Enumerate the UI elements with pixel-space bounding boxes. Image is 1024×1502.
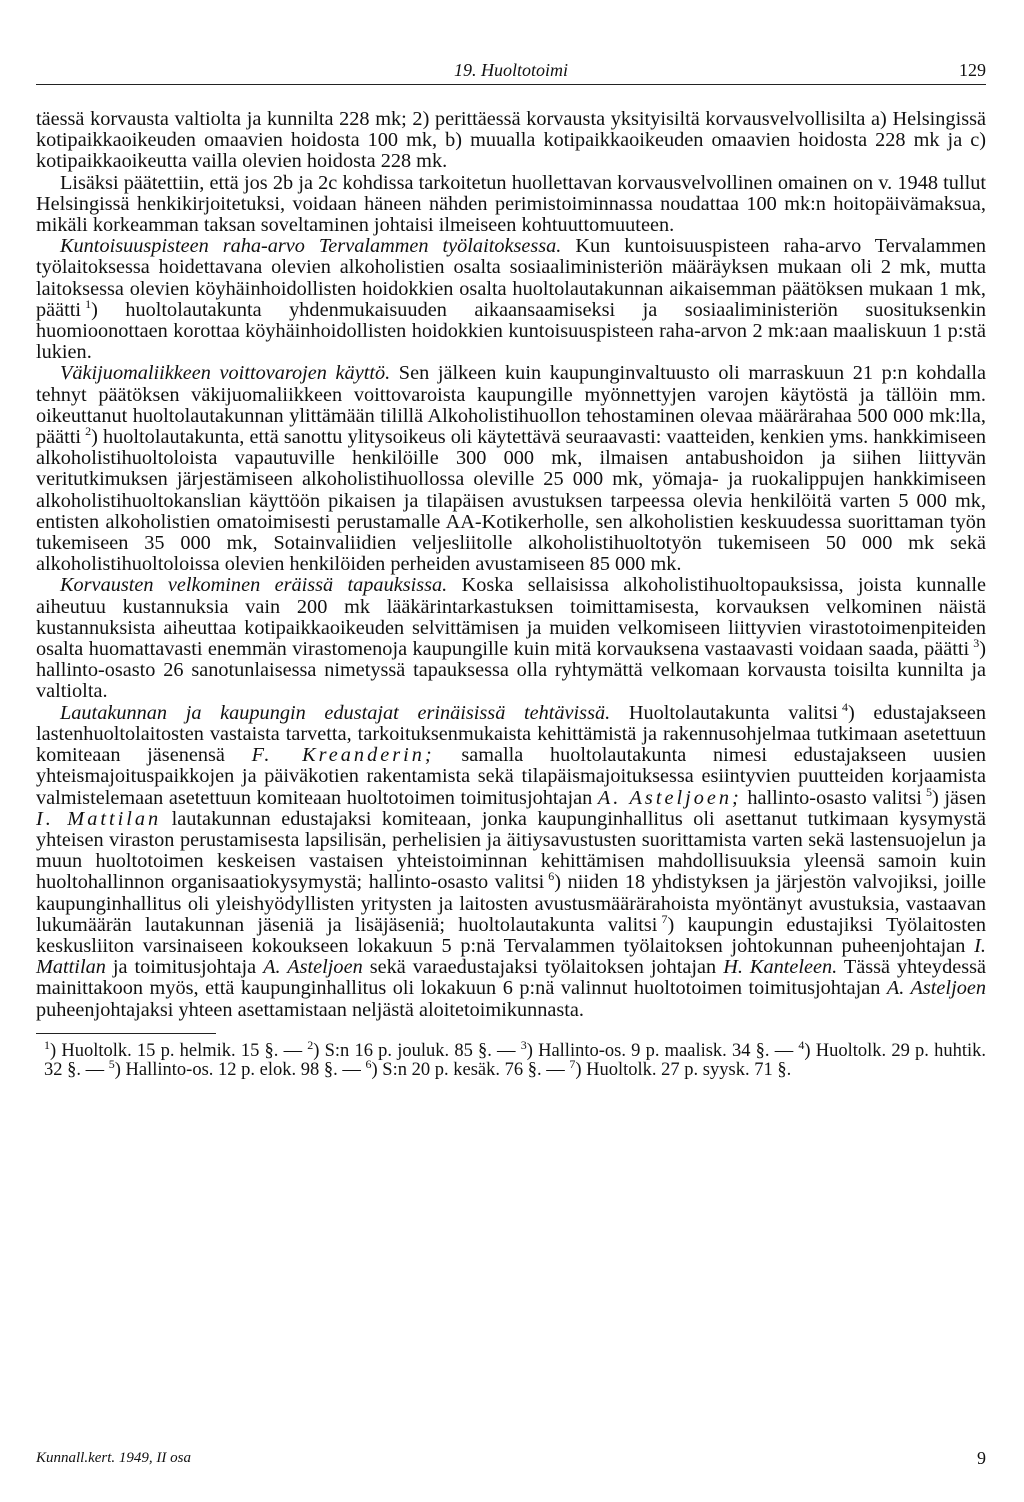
footnotes (36, 1037, 986, 1081)
paragraph-5 (36, 575, 986, 702)
person-name-asteljoki-2: A. Asteljoen (263, 956, 363, 979)
paragraph-6-text-b: ) edustajakseen lastenhuoltolaitosten vastaista tarvetta, tarkoituksenmukaista kehittämistä ja rakennusohjelmaa tutkimaan asetettuun komiteaan jäsenensä (36, 701, 987, 767)
paragraph-6-text-e: ) jäsen (931, 786, 986, 809)
body-text (36, 109, 986, 1021)
paragraph-6-text-f: lautakunnan edustajaksi komiteaan, jonka kaupunginhallitus oli asettanut tutkimaan kysymystä yhteisen viraston perustamisesta lapsilisän, perhelisien ja äitiysavustusten suorittamista varten sekä lastensuojelun ja muun huoltotoimen keskeisen vastaisen yhteistoiminnan kehittämisen mahdollisuuksia yleensä samoin kuin huoltohallinnon organisaatiokysymystä; hallinto-osasto valitsi (36, 807, 987, 894)
footnote-4: ) Huoltolk. 29 p. huhtik. 32 §. — (44, 1040, 986, 1081)
person-name-asteljoki-1: A. Asteljoen; (597, 786, 742, 809)
footnote-mark-7: 7 (569, 1057, 576, 1072)
paragraph-3-text-a: Kun kuntoisuuspisteen raha-arvo Tervalammen työlaitoksessa hoidettavana olevien alkoholistien osalta sosiaaliministeriön määräyksen mukaan oli 2 mk, mutta laitoksessa olevien köyhäinhoidollisten hoidokkien osalta huoltolautakunnan aikaisemman päätöksen mukaan 1 mk, päätti (36, 235, 986, 321)
person-name-kreander: F. Kreanderin; (251, 744, 435, 767)
footnote-3: ) Hallinto-os. 9 p. maalisk. 34 §. — (526, 1040, 799, 1061)
paragraph-6-text-l: puheenjohtajaksi yhteen asettamistaan neljästä aloitetoimikunnasta. (36, 998, 584, 1021)
paragraph-3-text-b: ) huoltolautakunta yhdenmukaisuuden aikaansaamiseksi ja sosiaaliministeriön suosituksenkin huomioonottaen korottaa köyhäinhoidollisten hoidokkien kuntoisuuspisteen raha-arvon 2 mk:aan maaliskuun 1 p:stä lukien. (36, 298, 986, 364)
footnote-mark-2: 2 (307, 1037, 314, 1052)
paragraph-3 (36, 236, 986, 363)
chapter-title: 19. Huoltotoimi (453, 60, 568, 80)
person-name-mattila-2: I. Mattilan (36, 934, 986, 979)
footnote-mark-1: 1 (44, 1037, 50, 1052)
page-footer (36, 1450, 986, 1470)
source-reference: Kunnall.kert. 1949, II osa (36, 1450, 191, 1466)
footnote-ref-3: 3 (973, 636, 980, 651)
page-number: 129 (959, 60, 986, 80)
paragraph-6-text-i: ja toimitusjohtaja (105, 956, 264, 979)
signature-mark: 9 (977, 1448, 986, 1468)
paragraph-6-text-c: samalla huoltolautakunta nimesi edustajakseen uusien yhteismajoituspaikkojen ja päiväkotien rakentamista sekä tilapäismajoituksessa esiintyvien puutteiden korjaamista valmistelemaan asetettuun komiteaan huoltotoimen toimitusjohtajan (36, 744, 987, 809)
paragraph-6-text-d: hallinto-osasto valitsi (741, 786, 922, 809)
footnote-ref-4: 4 (841, 699, 848, 714)
paragraph-4-text-b: ) huoltolautakunta, että sanottu ylitysoikeus oli käytettävä seuraavasti: vaatteiden, kenkien yms. hankkimiseen alkoholistihuoltoloista vapautuville henkilöille 300 000 mk, ilmaisen antabushoidon ja siihen liittyvän veritutkimuksen järjestämiseen alkoholistihuollossa oleville 25 000 mk, yömaja- ja ruokalippujen hankkimiseen alkoholistihuoltokanslian käyttöön pikaisen ja tilapäisen avustuksen tarpeessa olevia henkilöitä varten 5 000 mk, entisten alkoholistien omatoimisesti perustamalle AA-Kotikerholle, sen alkoholistien keskuudessa suorittaman työn tukemiseen 35 000 mk, Sotainvaliidien veljesliitolle alkoholistihuoltotyön tukemiseen 50 000 mk sekä alkoholistihuoltoloissa olevien henkilöiden perheiden avustamiseen 85 000 mk. (36, 426, 986, 576)
paragraph-6-text-j: sekä varaedustajaksi työlaitoksen johtajan (362, 956, 724, 979)
paragraph-1: täessä korvausta valtiolta ja kunnilta 228 mk; 2) perittäessä korvausta yksityisiltä korvausvelvollisilta a) Helsingissä kotipaikkaoikeuden omaavien hoidosta 100 mk, b) muualla kotipaikkaoikeuden omaavien hoidosta 228 mk ja c) kotipaikkaoikeutta vailla olevien hoidosta 228 mk. (36, 108, 986, 173)
footnote-ref-5: 5 (925, 784, 932, 799)
paragraph-4 (36, 363, 986, 575)
paragraph-4-text-a: Sen jälkeen kuin kaupunginvaltuusto oli marraskuun 21 p:n kohdalla tehnyt päätöksen väkijuomaliikkeen voittovaroista kaupungille myönnettyjen varojen käytöstä ja tällöin mm. oikeuttanut huoltolautakunnan ylittämään tilillä Alkoholistihuollon tehostaminen olevaa määrärahaa 500 000 mk:lla, päätti (36, 362, 986, 449)
footnote-mark-3: 3 (520, 1037, 527, 1052)
section-heading-edustajat: Lautakunnan ja kaupungin edustajat erinäisissä tehtävissä. (60, 701, 611, 724)
paragraph-6-text-k: Tässä yhteydessä mainittakoon myös, että kaupunginhallitus oli lokakuun 6 p:nä valinnut huoltotoimen toimitusjohtajan (36, 956, 986, 1000)
footnote-ref-2: 2 (85, 424, 92, 439)
document-page (36, 58, 986, 1081)
footnote-mark-4: 4 (798, 1037, 805, 1052)
paragraph-6-text-h: ) kaupungin edustajiksi Työlaitosten keskusliiton varsinaiseen kokoukseen lokakuun 5 p:nä Tervalammen työlaitoksen johtokunnan puheenjohtajan (36, 913, 986, 957)
section-heading-kuntoisuuspiste: Kuntoisuuspisteen raha-arvo Tervalammen työlaitoksessa. (60, 235, 562, 258)
person-name-mattila-1: I. Mattilan (36, 807, 162, 830)
footnote-6: ) S:n 20 p. kesäk. 76 §. — (371, 1060, 570, 1081)
section-heading-vakijuoma: Väkijuomaliikkeen voittovarojen käyttö. (60, 362, 391, 385)
footnote-ref-6: 6 (548, 869, 555, 884)
footnote-mark-5: 5 (108, 1057, 115, 1072)
paragraph-6 (36, 699, 987, 1021)
footnote-ref-1: 1 (85, 297, 92, 312)
running-header (36, 58, 986, 85)
paragraph-5-text-b: ) hallinto-osasto 26 sanotunlaisessa nimetyssä tapauksessa olla ryhtymättä velkomaan korvausta toisilta kunnilta ja valtiolta. (36, 638, 986, 703)
paragraph-6-text-g: ) niiden 18 yhdistyksen ja järjestön valvojiksi, joille kaupunginhallitus oli yleishyödyllisten yritysten ja laitosten avustusmäärärahoista myöntänyt avustuksia, vastaavan lukumäärän lautakunnan jäseniä ja lisäjäseniä; huoltolautakunta valitsi (36, 871, 986, 936)
paragraph-5-text-a: Koska sellaisissa alkoholistihuoltopauksissa, joista kunnalle aiheutuu kustannuksia vain 200 mk lääkärintarkastuksen toimittamisesta, korvauksen velkominen näistä kustannuksista aiheuttaa kotipaikkaoikeuden selvittämisen ja muiden velkomiseen liittyvien virastotoimenpiteiden osalta huomattavasti enemmän virastomenoja kaupungille kuin mitä korvauksena vastaavasti voidaan saada, päätti (36, 574, 987, 661)
person-name-kanteleen: H. Kanteleen. (723, 956, 838, 979)
paragraph-2: Lisäksi päätettiin, että jos 2b ja 2c kohdissa tarkoitetun huollettavan korvausvelvollinen omainen on v. 1948 tullut Helsingissä henkikirjoitetuksi, voidaan häneen nähden perimistoiminnassa noudattaa 100 mk:n hoitopäivämaksua, mikäli korkeamman taksan soveltaminen johtaisi ilmeiseen kohtuuttomuuteen. (36, 171, 986, 237)
footnote-ref-7: 7 (661, 911, 668, 926)
footnote-7: ) Huoltolk. 27 p. syysk. 71 §. (575, 1060, 792, 1081)
person-name-asteljoki-3: A. Asteljoen (886, 977, 986, 1000)
footnote-2: ) S:n 16 p. jouluk. 85 §. — (313, 1040, 521, 1061)
paragraph-6-text-a: Huoltolautakunta valitsi (610, 701, 838, 724)
footnote-divider (36, 1033, 216, 1034)
footnote-1: ) Huoltolk. 15 p. helmik. 15 §. — (50, 1040, 308, 1061)
footnote-mark-6: 6 (365, 1057, 372, 1072)
footnote-5: ) Hallinto-os. 12 p. elok. 98 §. — (114, 1060, 366, 1081)
section-heading-korvausten-velkominen: Korvausten velkominen eräissä tapauksissa. (60, 574, 448, 597)
